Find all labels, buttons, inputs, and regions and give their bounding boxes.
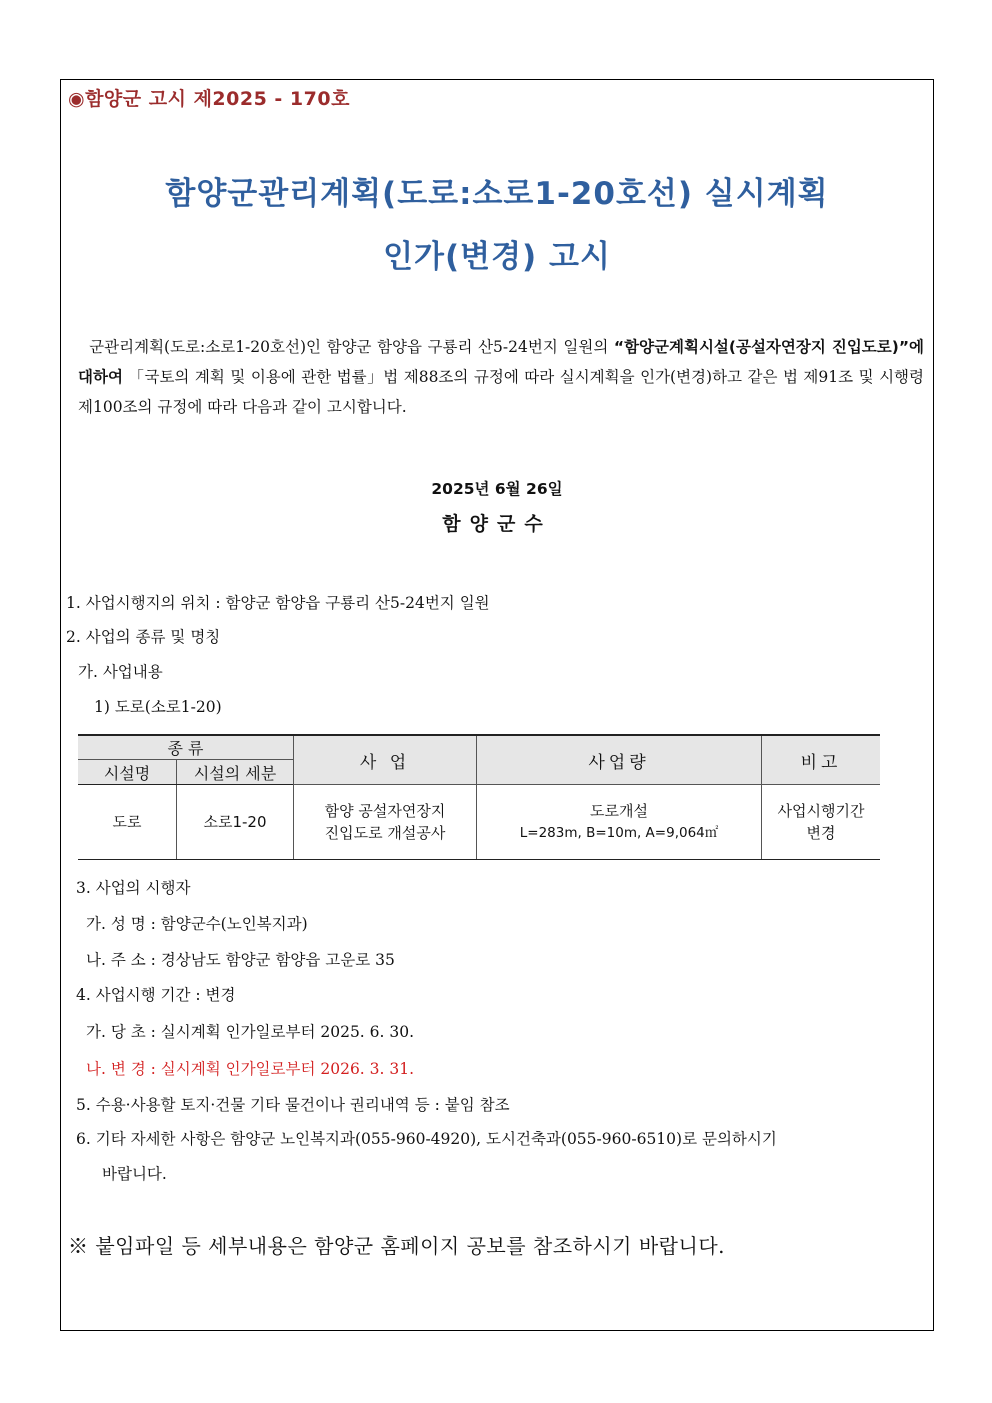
header-amount: 사업량	[477, 735, 762, 785]
item-1-location: 1. 사업시행지의 위치 : 함양군 함양읍 구룡리 산5-24번지 일원	[66, 594, 490, 612]
cell-facility: 도로	[78, 785, 177, 860]
item-2a-content: 가. 사업내용	[78, 663, 163, 681]
header-kind: 종 류	[78, 735, 294, 760]
project-table	[78, 734, 880, 860]
intro-text-1: 군관리계획(도로:소로1-20호선)인 함양군 함양읍 구룡리 산5-24번지 일원의	[89, 338, 614, 356]
table-row	[78, 785, 880, 860]
cell-project-line-1: 함양 공설자연장지	[324, 802, 446, 820]
header-note: 비고	[762, 735, 881, 785]
item-6-contact-line-1: 6. 기타 자세한 사항은 함양군 노인복지과(055-960-4920), 도시건축과(055-960-6510)로 문의하시기	[76, 1130, 777, 1148]
header-detail: 시설의 세분	[177, 760, 294, 785]
intro-bold-text: “함양군계획시설(공설자연장지 진입도로)”에 대하여	[78, 338, 924, 386]
item-4-period: 4. 사업시행 기간 : 변경	[76, 986, 236, 1004]
item-6-contact-line-2: 바랍니다.	[102, 1165, 167, 1183]
title-line-1: 함양군관리계획(도로:소로1-20호선) 실시계획	[165, 176, 829, 212]
notice-date: 2025년 6월 26일	[431, 480, 563, 498]
cell-amount	[477, 785, 762, 860]
cell-note	[762, 785, 881, 860]
item-2a1-road: 1) 도로(소로1-20)	[94, 698, 222, 716]
cell-amount-line-2: L=283m, B=10m, A=9,064㎡	[519, 825, 719, 841]
item-5-expropriation: 5. 수용·사용할 토지·건물 기타 물건이나 권리내역 등 : 붙임 참조	[76, 1096, 510, 1114]
issuer: 함양군수	[442, 513, 552, 535]
footer-note: ※ 붙임파일 등 세부내용은 함양군 홈페이지 공보를 참조하시기 바랍니다.	[68, 1234, 725, 1258]
cell-detail: 소로1-20	[177, 785, 294, 860]
cell-note-line-1: 사업시행기간	[777, 802, 865, 820]
cell-project-line-2: 진입도로 개설공사	[324, 824, 446, 842]
cell-note-line-2: 변경	[806, 824, 836, 842]
notice-number: ◉함양군 고시 제2025 - 170호	[68, 88, 350, 110]
cell-amount-line-1: 도로개설	[590, 802, 648, 820]
intro-text-2: 「국토의 계획 및 이용에 관한 법률」법 제88조의 규정에 따라 실시계획을 인가(변경)하고 같은 법 제91조 및 시행령 제100조의 규정에 따라 다음과 같이 고시합니다.	[78, 368, 924, 416]
item-3-operator: 3. 사업의 시행자	[76, 879, 191, 897]
item-4a-original: 가. 당 초 : 실시계획 인가일로부터 2025. 6. 30.	[86, 1023, 415, 1041]
item-3a-name: 가. 성 명 : 함양군수(노인복지과)	[86, 915, 308, 933]
intro-paragraph	[78, 332, 924, 422]
title-line-2: 인가(변경) 고시	[383, 239, 611, 275]
cell-project	[294, 785, 477, 860]
item-4b-changed: 나. 변 경 : 실시계획 인가일로부터 2026. 3. 31.	[86, 1060, 415, 1078]
item-3b-address: 나. 주 소 : 경상남도 함양군 함양읍 고운로 35	[86, 951, 395, 969]
header-project: 사 업	[294, 735, 477, 785]
header-facility: 시설명	[78, 760, 177, 785]
item-2-kind: 2. 사업의 종류 및 명칭	[66, 628, 221, 646]
